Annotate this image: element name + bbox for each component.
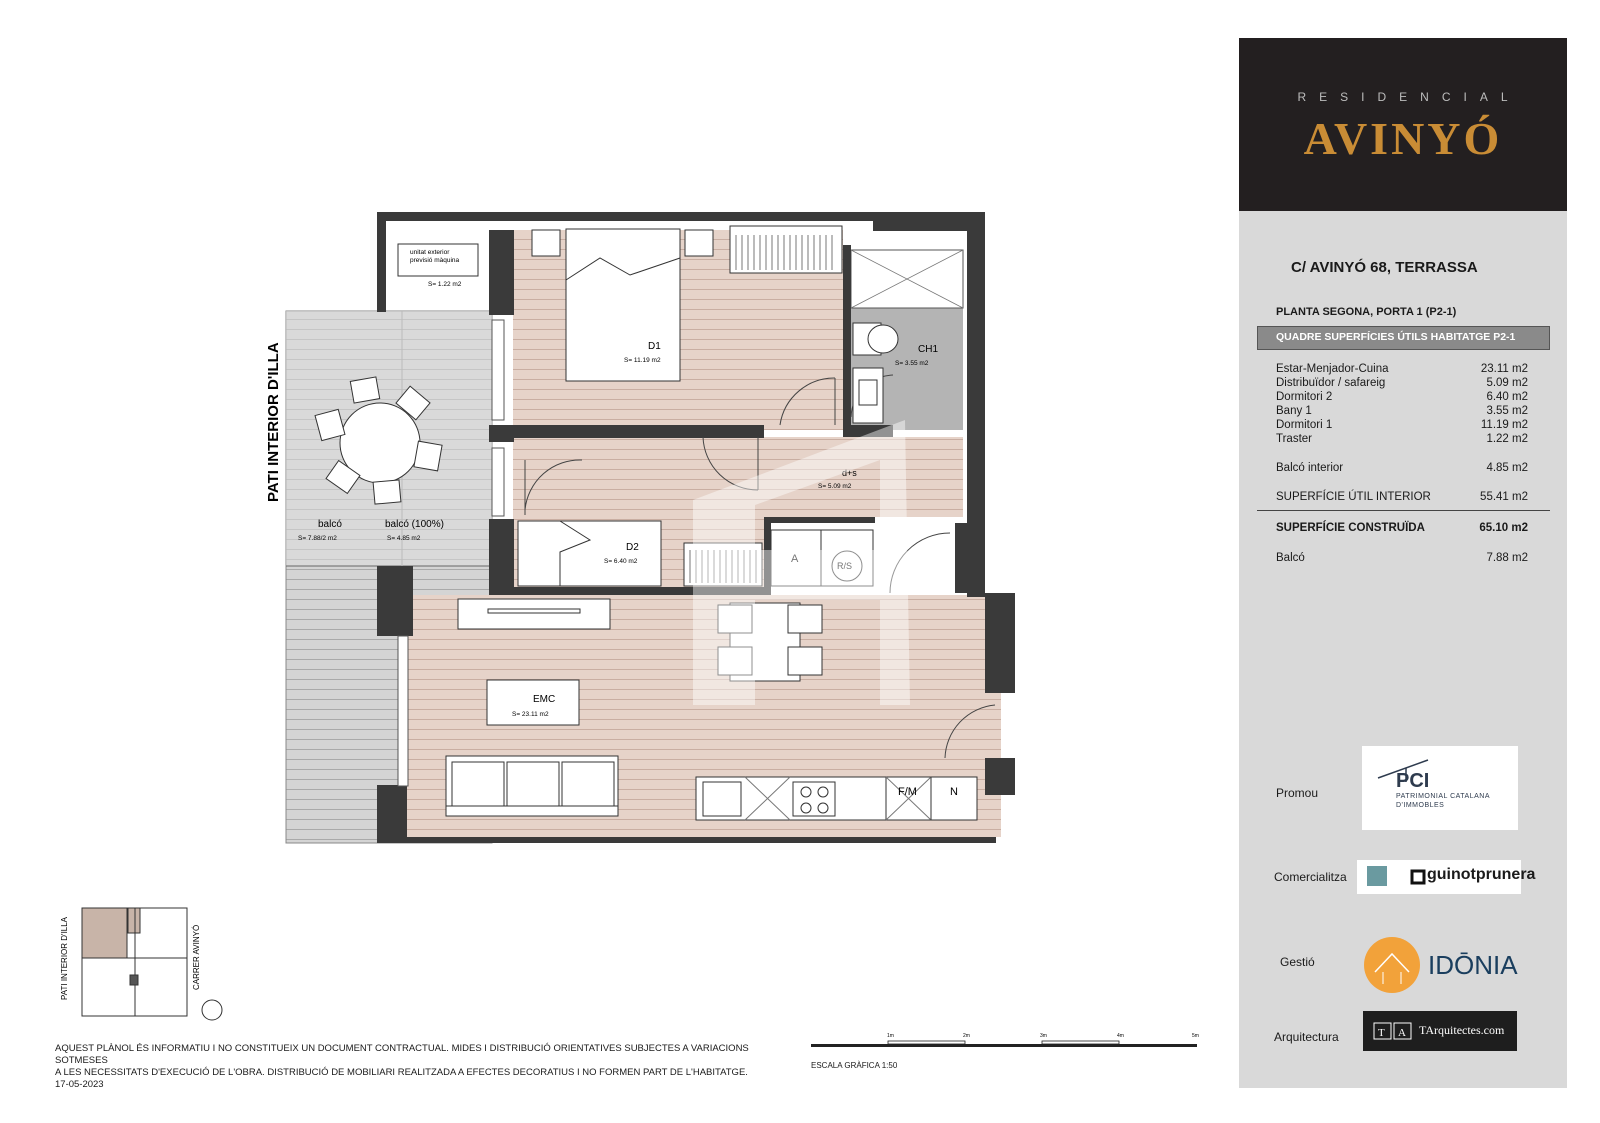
room-label-ch1: CH1 xyxy=(918,344,939,355)
pci-name: PCI xyxy=(1396,770,1430,792)
scale-tick-2: 2m xyxy=(963,1033,970,1039)
brand-name: AVINYÓ xyxy=(1303,113,1503,164)
credit-promou: Promou xyxy=(1276,786,1319,800)
brand-header xyxy=(1239,38,1567,211)
disclaimer-line-2: A LES NECESSITATS D'EXECUCIÓ DE L'OBRA. DISTRIBUCIÓ DE MOBILIARI REALITZADA A EFECTES DECORATIUS I NO FORMEN PART DE L'HABITATGE. xyxy=(55,1067,748,1078)
brand-subtitle: RESIDENCIAL xyxy=(1297,90,1521,104)
pati-label: PATI INTERIOR D'ILLA xyxy=(265,342,282,502)
svg-text:A: A xyxy=(1398,1027,1406,1039)
traster-note-2: previsió màquina xyxy=(410,257,460,264)
room-area-ch1: S= 3.55 m2 xyxy=(895,360,929,367)
traster-note-1: unitat exterior xyxy=(410,249,450,256)
double-bed xyxy=(566,229,680,381)
room-label-d1: D1 xyxy=(648,341,661,352)
idonia-name: IDŌNIA xyxy=(1428,950,1518,980)
balcony-100-area: S= 4.85 m2 xyxy=(387,535,421,542)
balcony-100-label: balcó (100%) xyxy=(385,519,444,530)
room-label-emc: EMC xyxy=(533,694,556,705)
room-area-emc: S= 23.11 m2 xyxy=(512,711,549,718)
room-area-d1: S= 11.19 m2 xyxy=(624,357,661,364)
divider xyxy=(1257,510,1550,511)
appliance-label-a: A xyxy=(791,553,799,565)
scale-tick-3: 3m xyxy=(1040,1033,1047,1039)
balcony-area: S= 7.88/2 m2 xyxy=(298,535,337,542)
disclaimer-line-1: AQUEST PLÀNOL ÉS INFORMATIU I NO CONSTITUEIX UN DOCUMENT CONTRACTUAL. MIDES I DISTRIBUCIÓ ORIENTATIVES SUBJECTES A VARIACIONS SOTMESES xyxy=(55,1043,749,1066)
appliance-label-rs: R/S xyxy=(837,561,853,571)
room-label-d2: D2 xyxy=(626,542,639,553)
tarquitectes-logo xyxy=(1363,1011,1517,1051)
address: C/ AVINYÓ 68, TERRASSA xyxy=(1291,259,1478,276)
room-area-ds: S= 5.09 m2 xyxy=(818,483,852,490)
svg-text:T: T xyxy=(1378,1027,1385,1039)
disclaimer xyxy=(55,1043,795,1091)
room-label-ds: d+s xyxy=(842,468,857,478)
tarquitectes-name: TArquitectes.com xyxy=(1419,1023,1505,1037)
keyplan-left-label: PATI INTERIOR D'ILLA xyxy=(60,916,69,1000)
appliance-label-fm: F/M xyxy=(898,786,917,798)
idonia-icon xyxy=(1363,936,1423,996)
balcony-label: balcó xyxy=(318,519,342,530)
guinotprunera-logo xyxy=(1357,860,1536,894)
disclaimer-date: 17-05-2023 xyxy=(55,1079,104,1090)
appliance-label-n: N xyxy=(950,786,958,798)
floor-info: PLANTA SEGONA, PORTA 1 (P2-1) xyxy=(1276,306,1457,318)
credit-arquitectura: Arquitectura xyxy=(1274,1030,1339,1044)
credit-gestio: Gestió xyxy=(1280,955,1315,969)
key-plan xyxy=(82,908,222,1020)
traster-area: S= 1.22 m2 xyxy=(428,281,462,288)
wardrobe-d1 xyxy=(730,226,842,273)
table-title-box xyxy=(1257,326,1550,350)
credit-comercialitza: Comercialitza xyxy=(1274,870,1347,884)
tv-unit xyxy=(458,599,610,629)
pci-logo xyxy=(1362,746,1518,830)
scale-tick-4: 4m xyxy=(1117,1033,1124,1039)
single-bed xyxy=(518,521,661,586)
guinotprunera-name: guinotprunera xyxy=(1427,866,1536,883)
scale-label: ESCALA GRÀFICA 1:50 xyxy=(811,1061,898,1070)
table-title: QUADRE SUPERFÍCIES ÚTILS HABITATGE P2-1 xyxy=(1276,331,1516,343)
keyplan-right-label: CARRER AVINYÓ xyxy=(192,924,201,990)
scale-tick-5: 5m xyxy=(1192,1033,1199,1039)
scale-tick-1: 1m xyxy=(887,1033,894,1039)
room-area-d2: S= 6.40 m2 xyxy=(604,558,638,565)
scale-bar xyxy=(811,1041,1197,1047)
pci-subtitle: PATRIMONIAL CATALANA D'IMMOBLES xyxy=(1396,793,1491,809)
